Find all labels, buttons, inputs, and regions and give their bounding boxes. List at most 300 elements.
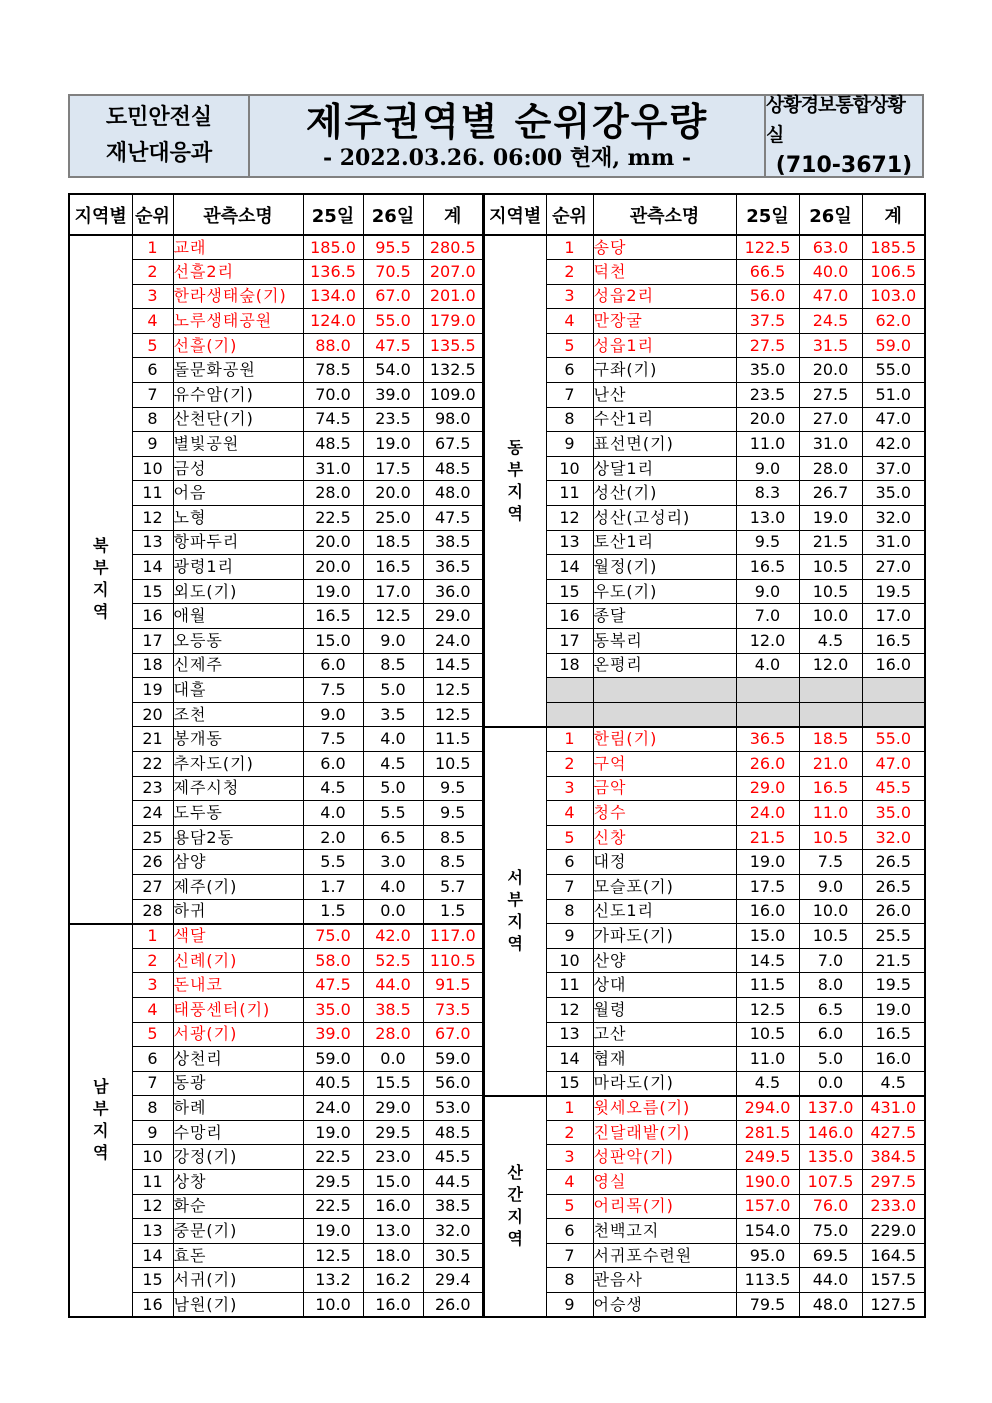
total-cell: 36.5 bbox=[423, 555, 483, 580]
rank-cell: 7 bbox=[132, 383, 173, 408]
rank-cell: 4 bbox=[546, 1170, 593, 1195]
station-cell: 온평리 bbox=[593, 653, 736, 678]
day26-cell: 13.0 bbox=[363, 1219, 423, 1244]
total-cell: 91.5 bbox=[423, 973, 483, 998]
empty-cell bbox=[593, 702, 736, 727]
day26-cell: 69.5 bbox=[799, 1243, 862, 1268]
day25-cell: 124.0 bbox=[303, 309, 363, 334]
total-cell: 32.0 bbox=[862, 506, 925, 531]
day26-cell: 44.0 bbox=[363, 973, 423, 998]
total-cell: 5.7 bbox=[423, 874, 483, 899]
total-cell: 179.0 bbox=[423, 309, 483, 334]
center-name: 상황경보통합상황실 bbox=[766, 94, 905, 146]
day26-cell: 48.0 bbox=[799, 1293, 862, 1318]
table-row bbox=[484, 260, 925, 285]
day26-cell: 16.2 bbox=[363, 1268, 423, 1293]
station-cell: 청수 bbox=[593, 801, 736, 826]
rank-cell: 8 bbox=[546, 407, 593, 432]
dept-line2: 재난대응과 bbox=[105, 141, 213, 166]
rank-cell: 4 bbox=[546, 309, 593, 334]
col-station: 관측소명 bbox=[173, 194, 303, 235]
total-cell: 38.5 bbox=[423, 530, 483, 555]
station-cell: 용담2동 bbox=[173, 825, 303, 850]
station-cell: 노형 bbox=[173, 506, 303, 531]
day26-cell: 63.0 bbox=[799, 235, 862, 260]
rank-cell: 13 bbox=[546, 530, 593, 555]
table-row bbox=[484, 653, 925, 678]
total-cell: 103.0 bbox=[862, 284, 925, 309]
empty-cell bbox=[862, 678, 925, 703]
day26-cell: 10.0 bbox=[799, 899, 862, 924]
rank-cell: 9 bbox=[132, 432, 173, 457]
day26-cell: 7.0 bbox=[799, 948, 862, 973]
day25-cell: 39.0 bbox=[303, 1022, 363, 1047]
rank-cell: 7 bbox=[132, 1071, 173, 1096]
station-cell: 오등동 bbox=[173, 629, 303, 654]
day25-cell: 14.5 bbox=[736, 948, 799, 973]
rank-cell: 8 bbox=[546, 1268, 593, 1293]
total-cell: 44.5 bbox=[423, 1170, 483, 1195]
day26-cell: 28.0 bbox=[799, 456, 862, 481]
day26-cell: 3.5 bbox=[363, 702, 423, 727]
total-cell: 384.5 bbox=[862, 1145, 925, 1170]
rank-cell: 11 bbox=[132, 481, 173, 506]
table-row bbox=[484, 604, 925, 629]
day26-cell: 5.0 bbox=[363, 776, 423, 801]
empty-cell bbox=[546, 678, 593, 703]
day25-cell: 88.0 bbox=[303, 333, 363, 358]
rank-cell: 9 bbox=[546, 924, 593, 949]
empty-cell bbox=[799, 678, 862, 703]
table-row bbox=[69, 284, 483, 309]
rank-cell: 11 bbox=[546, 973, 593, 998]
station-cell: 성판악(기) bbox=[593, 1145, 736, 1170]
station-cell: 색달 bbox=[173, 924, 303, 949]
total-cell: 10.5 bbox=[423, 751, 483, 776]
day25-cell: 157.0 bbox=[736, 1194, 799, 1219]
day26-cell: 6.5 bbox=[363, 825, 423, 850]
total-cell: 16.0 bbox=[862, 653, 925, 678]
region-label-south: 남 부 지 역 bbox=[69, 924, 132, 1318]
station-cell: 상대 bbox=[593, 973, 736, 998]
total-cell: 55.0 bbox=[862, 358, 925, 383]
day26-cell: 11.0 bbox=[799, 801, 862, 826]
station-cell: 신제주 bbox=[173, 653, 303, 678]
day26-cell: 44.0 bbox=[799, 1268, 862, 1293]
day25-cell: 75.0 bbox=[303, 924, 363, 949]
day25-cell: 16.5 bbox=[736, 555, 799, 580]
table-row bbox=[484, 1047, 925, 1072]
station-cell: 화순 bbox=[173, 1194, 303, 1219]
day25-cell: 95.0 bbox=[736, 1243, 799, 1268]
total-cell: 26.0 bbox=[423, 1293, 483, 1318]
day26-cell: 23.5 bbox=[363, 407, 423, 432]
total-cell: 67.5 bbox=[423, 432, 483, 457]
table-row bbox=[69, 1219, 483, 1244]
total-cell: 207.0 bbox=[423, 260, 483, 285]
station-cell: 상천리 bbox=[173, 1047, 303, 1072]
station-cell: 수망리 bbox=[173, 1120, 303, 1145]
station-cell: 한라생태숲(기) bbox=[173, 284, 303, 309]
col-total: 계 bbox=[423, 194, 483, 235]
rank-cell: 13 bbox=[132, 1219, 173, 1244]
rank-cell: 17 bbox=[546, 629, 593, 654]
day26-cell: 4.5 bbox=[363, 751, 423, 776]
department-block bbox=[70, 96, 250, 176]
table-row bbox=[484, 973, 925, 998]
total-cell: 45.5 bbox=[423, 1145, 483, 1170]
station-cell: 성산(고성리) bbox=[593, 506, 736, 531]
day25-cell: 19.0 bbox=[736, 850, 799, 875]
day26-cell: 28.0 bbox=[363, 1022, 423, 1047]
total-cell: 26.5 bbox=[862, 874, 925, 899]
table-row bbox=[484, 850, 925, 875]
table-row bbox=[69, 1243, 483, 1268]
region-label-east: 동 부 지 역 bbox=[484, 235, 546, 727]
day26-cell: 21.5 bbox=[799, 530, 862, 555]
day25-cell: 4.5 bbox=[736, 1071, 799, 1096]
day26-cell: 6.5 bbox=[799, 997, 862, 1022]
day26-cell: 54.0 bbox=[363, 358, 423, 383]
total-cell: 8.5 bbox=[423, 850, 483, 875]
rank-cell: 1 bbox=[546, 1096, 593, 1121]
day25-cell: 48.5 bbox=[303, 432, 363, 457]
table-row bbox=[69, 309, 483, 334]
table-row bbox=[484, 997, 925, 1022]
day25-cell: 20.0 bbox=[303, 530, 363, 555]
day26-cell: 10.5 bbox=[799, 924, 862, 949]
total-cell: 185.5 bbox=[862, 235, 925, 260]
table-row bbox=[484, 1096, 925, 1121]
day26-cell: 27.5 bbox=[799, 383, 862, 408]
station-cell: 효돈 bbox=[173, 1243, 303, 1268]
table-row bbox=[69, 997, 483, 1022]
total-cell: 19.5 bbox=[862, 579, 925, 604]
rank-cell: 3 bbox=[546, 1145, 593, 1170]
station-cell: 서광(기) bbox=[173, 1022, 303, 1047]
total-cell: 47.5 bbox=[423, 506, 483, 531]
day26-cell: 67.0 bbox=[363, 284, 423, 309]
day26-cell: 4.0 bbox=[363, 727, 423, 752]
station-cell: 영실 bbox=[593, 1170, 736, 1195]
table-row bbox=[69, 1293, 483, 1318]
day26-cell: 75.0 bbox=[799, 1219, 862, 1244]
day25-cell: 26.0 bbox=[736, 751, 799, 776]
table-row bbox=[484, 358, 925, 383]
day26-cell: 39.0 bbox=[363, 383, 423, 408]
total-cell: 4.5 bbox=[862, 1071, 925, 1096]
empty-cell bbox=[546, 702, 593, 727]
station-cell: 외도(기) bbox=[173, 579, 303, 604]
station-cell: 조천 bbox=[173, 702, 303, 727]
station-cell: 표선면(기) bbox=[593, 432, 736, 457]
region-label-north: 북 부 지 역 bbox=[69, 235, 132, 924]
total-cell: 38.5 bbox=[423, 1194, 483, 1219]
station-cell: 성읍2리 bbox=[593, 284, 736, 309]
station-cell: 한림(기) bbox=[593, 727, 736, 752]
rank-cell: 9 bbox=[132, 1120, 173, 1145]
station-cell: 토산1리 bbox=[593, 530, 736, 555]
table-row bbox=[484, 678, 925, 703]
total-cell: 21.5 bbox=[862, 948, 925, 973]
table-row bbox=[484, 284, 925, 309]
total-cell: 24.0 bbox=[423, 629, 483, 654]
day25-cell: 29.0 bbox=[736, 776, 799, 801]
rank-cell: 4 bbox=[546, 801, 593, 826]
region-label-west: 서 부 지 역 bbox=[484, 727, 546, 1096]
station-cell: 월령 bbox=[593, 997, 736, 1022]
day26-cell: 10.5 bbox=[799, 555, 862, 580]
station-cell: 제주시청 bbox=[173, 776, 303, 801]
table-row bbox=[484, 924, 925, 949]
table-row bbox=[69, 506, 483, 531]
station-cell: 신도1리 bbox=[593, 899, 736, 924]
station-cell: 고산 bbox=[593, 1022, 736, 1047]
day26-cell: 4.0 bbox=[363, 874, 423, 899]
total-cell: 56.0 bbox=[423, 1071, 483, 1096]
rank-cell: 28 bbox=[132, 899, 173, 924]
total-cell: 117.0 bbox=[423, 924, 483, 949]
rank-cell: 14 bbox=[132, 1243, 173, 1268]
day25-cell: 16.0 bbox=[736, 899, 799, 924]
rank-cell: 2 bbox=[546, 751, 593, 776]
rank-cell: 23 bbox=[132, 776, 173, 801]
rank-cell: 6 bbox=[132, 358, 173, 383]
total-cell: 47.0 bbox=[862, 751, 925, 776]
day26-cell: 3.0 bbox=[363, 850, 423, 875]
day26-cell: 12.5 bbox=[363, 604, 423, 629]
table-row bbox=[69, 702, 483, 727]
table-row bbox=[484, 948, 925, 973]
day26-cell: 20.0 bbox=[363, 481, 423, 506]
day26-cell: 6.0 bbox=[799, 1022, 862, 1047]
table-row bbox=[484, 555, 925, 580]
day25-cell: 4.5 bbox=[303, 776, 363, 801]
rank-cell: 2 bbox=[132, 260, 173, 285]
day26-cell: 40.0 bbox=[799, 260, 862, 285]
table-row bbox=[69, 1096, 483, 1121]
station-cell: 종달 bbox=[593, 604, 736, 629]
rank-cell: 14 bbox=[546, 1047, 593, 1072]
table-row bbox=[484, 1022, 925, 1047]
table-row bbox=[484, 825, 925, 850]
day25-cell: 66.5 bbox=[736, 260, 799, 285]
total-cell: 164.5 bbox=[862, 1243, 925, 1268]
rainfall-table-left bbox=[68, 193, 484, 1318]
station-cell: 산천단(기) bbox=[173, 407, 303, 432]
day25-cell: 122.5 bbox=[736, 235, 799, 260]
table-row bbox=[484, 629, 925, 654]
day25-cell: 10.0 bbox=[303, 1293, 363, 1318]
rank-cell: 3 bbox=[132, 973, 173, 998]
station-cell: 유수암(기) bbox=[173, 383, 303, 408]
station-cell: 난산 bbox=[593, 383, 736, 408]
day26-cell: 19.0 bbox=[799, 506, 862, 531]
day25-cell: 281.5 bbox=[736, 1120, 799, 1145]
station-cell: 추자도(기) bbox=[173, 751, 303, 776]
rank-cell: 19 bbox=[132, 678, 173, 703]
day25-cell: 11.0 bbox=[736, 1047, 799, 1072]
station-cell: 월정(기) bbox=[593, 555, 736, 580]
day25-cell: 15.0 bbox=[303, 629, 363, 654]
table-row bbox=[69, 383, 483, 408]
table-row bbox=[69, 776, 483, 801]
rank-cell: 11 bbox=[546, 481, 593, 506]
total-cell: 132.5 bbox=[423, 358, 483, 383]
table-row bbox=[69, 1145, 483, 1170]
rank-cell: 16 bbox=[132, 604, 173, 629]
page-subtitle: - 2022.03.26. 06:00 현재, mm - bbox=[322, 145, 692, 171]
rank-cell: 6 bbox=[132, 1047, 173, 1072]
day25-cell: 134.0 bbox=[303, 284, 363, 309]
rank-cell: 10 bbox=[546, 456, 593, 481]
rank-cell: 1 bbox=[546, 235, 593, 260]
day26-cell: 5.0 bbox=[799, 1047, 862, 1072]
day25-cell: 15.0 bbox=[736, 924, 799, 949]
day26-cell: 4.5 bbox=[799, 629, 862, 654]
station-cell: 모슬포(기) bbox=[593, 874, 736, 899]
day25-cell: 11.0 bbox=[736, 432, 799, 457]
table-row bbox=[484, 1293, 925, 1318]
day25-cell: 21.5 bbox=[736, 825, 799, 850]
total-cell: 42.0 bbox=[862, 432, 925, 457]
day26-cell: 137.0 bbox=[799, 1096, 862, 1121]
table-row bbox=[484, 579, 925, 604]
rank-cell: 21 bbox=[132, 727, 173, 752]
rank-cell: 9 bbox=[546, 1293, 593, 1318]
table-row bbox=[484, 1071, 925, 1096]
station-cell: 만장굴 bbox=[593, 309, 736, 334]
day25-cell: 10.5 bbox=[736, 1022, 799, 1047]
region-label-mountain: 산 간 지 역 bbox=[484, 1096, 546, 1317]
table-row bbox=[484, 407, 925, 432]
day25-cell: 113.5 bbox=[736, 1268, 799, 1293]
table-row bbox=[484, 1243, 925, 1268]
station-cell: 천백고지 bbox=[593, 1219, 736, 1244]
table-row bbox=[484, 727, 925, 752]
total-cell: 9.5 bbox=[423, 801, 483, 826]
day25-cell: 9.5 bbox=[736, 530, 799, 555]
day26-cell: 31.5 bbox=[799, 333, 862, 358]
day25-cell: 19.0 bbox=[303, 579, 363, 604]
col-total: 계 bbox=[862, 194, 925, 235]
station-cell: 신창 bbox=[593, 825, 736, 850]
day26-cell: 31.0 bbox=[799, 432, 862, 457]
total-cell: 233.0 bbox=[862, 1194, 925, 1219]
day26-cell: 16.5 bbox=[799, 776, 862, 801]
rank-cell: 8 bbox=[132, 407, 173, 432]
rank-cell: 10 bbox=[132, 1145, 173, 1170]
rank-cell: 1 bbox=[132, 924, 173, 949]
station-cell: 하례 bbox=[173, 1096, 303, 1121]
day26-cell: 16.0 bbox=[363, 1293, 423, 1318]
rank-cell: 6 bbox=[546, 358, 593, 383]
station-cell: 항파두리 bbox=[173, 530, 303, 555]
day26-cell: 16.0 bbox=[363, 1194, 423, 1219]
col-day25: 25일 bbox=[736, 194, 799, 235]
total-cell: 26.0 bbox=[862, 899, 925, 924]
station-cell: 구억 bbox=[593, 751, 736, 776]
total-cell: 45.5 bbox=[862, 776, 925, 801]
station-cell: 별빛공원 bbox=[173, 432, 303, 457]
day25-cell: 35.0 bbox=[303, 997, 363, 1022]
rank-cell: 14 bbox=[132, 555, 173, 580]
station-cell: 성읍1리 bbox=[593, 333, 736, 358]
table-row bbox=[484, 530, 925, 555]
day25-cell: 70.0 bbox=[303, 383, 363, 408]
total-cell: 12.5 bbox=[423, 702, 483, 727]
total-cell: 73.5 bbox=[423, 997, 483, 1022]
total-cell: 14.5 bbox=[423, 653, 483, 678]
station-cell: 금악 bbox=[593, 776, 736, 801]
total-cell: 67.0 bbox=[423, 1022, 483, 1047]
total-cell: 297.5 bbox=[862, 1170, 925, 1195]
station-cell: 남원(기) bbox=[173, 1293, 303, 1318]
day26-cell: 38.5 bbox=[363, 997, 423, 1022]
day26-cell: 146.0 bbox=[799, 1120, 862, 1145]
rank-cell: 6 bbox=[546, 850, 593, 875]
table-row bbox=[69, 530, 483, 555]
total-cell: 31.0 bbox=[862, 530, 925, 555]
empty-cell bbox=[736, 702, 799, 727]
day26-cell: 25.0 bbox=[363, 506, 423, 531]
total-cell: 19.0 bbox=[862, 997, 925, 1022]
rank-cell: 8 bbox=[132, 1096, 173, 1121]
day25-cell: 7.0 bbox=[736, 604, 799, 629]
day26-cell: 16.5 bbox=[363, 555, 423, 580]
col-rank: 순위 bbox=[132, 194, 173, 235]
table-row bbox=[69, 333, 483, 358]
total-cell: 35.0 bbox=[862, 801, 925, 826]
table-row bbox=[69, 1194, 483, 1219]
table-row bbox=[69, 924, 483, 949]
total-cell: 280.5 bbox=[423, 235, 483, 260]
day25-cell: 31.0 bbox=[303, 456, 363, 481]
table-row bbox=[484, 383, 925, 408]
day26-cell: 15.5 bbox=[363, 1071, 423, 1096]
total-cell: 17.0 bbox=[862, 604, 925, 629]
station-cell: 송당 bbox=[593, 235, 736, 260]
station-cell: 서귀포수련원 bbox=[593, 1243, 736, 1268]
empty-cell bbox=[736, 678, 799, 703]
station-cell: 서귀(기) bbox=[173, 1268, 303, 1293]
total-cell: 229.0 bbox=[862, 1219, 925, 1244]
table-row bbox=[69, 432, 483, 457]
station-cell: 강정(기) bbox=[173, 1145, 303, 1170]
day26-cell: 10.5 bbox=[799, 825, 862, 850]
day25-cell: 249.5 bbox=[736, 1145, 799, 1170]
empty-cell bbox=[593, 678, 736, 703]
table-row bbox=[69, 260, 483, 285]
total-cell: 9.5 bbox=[423, 776, 483, 801]
rank-cell: 7 bbox=[546, 1243, 593, 1268]
col-day26: 26일 bbox=[799, 194, 862, 235]
table-row bbox=[69, 751, 483, 776]
station-cell: 애월 bbox=[173, 604, 303, 629]
station-cell: 산양 bbox=[593, 948, 736, 973]
total-cell: 106.5 bbox=[862, 260, 925, 285]
rank-cell: 15 bbox=[132, 579, 173, 604]
rank-cell: 26 bbox=[132, 850, 173, 875]
day25-cell: 294.0 bbox=[736, 1096, 799, 1121]
total-cell: 29.0 bbox=[423, 604, 483, 629]
rank-cell: 13 bbox=[132, 530, 173, 555]
table-row bbox=[69, 1268, 483, 1293]
table-row bbox=[69, 1170, 483, 1195]
table-row bbox=[69, 407, 483, 432]
station-cell: 광령1리 bbox=[173, 555, 303, 580]
table-row bbox=[484, 333, 925, 358]
